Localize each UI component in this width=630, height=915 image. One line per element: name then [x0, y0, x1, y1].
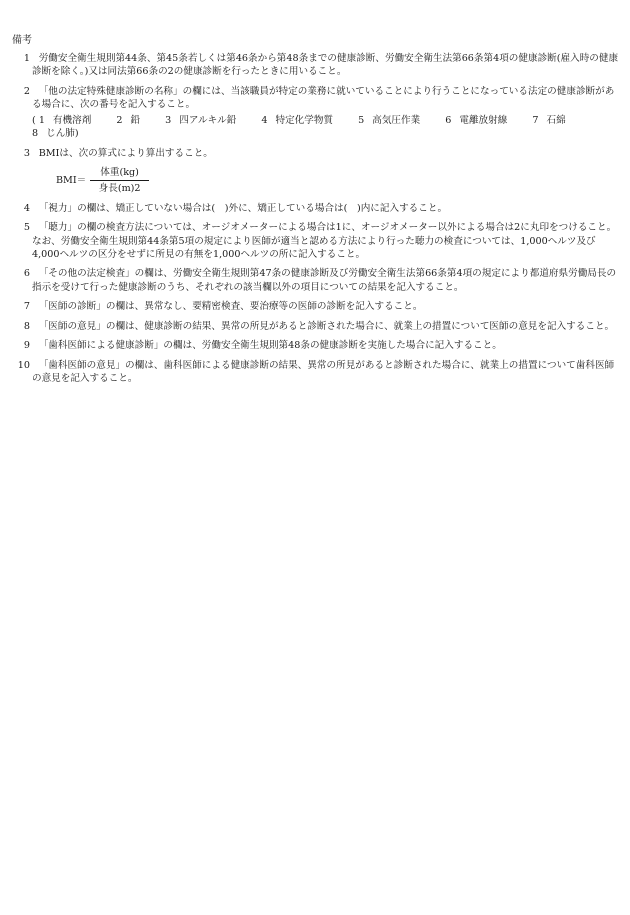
note-number: 2	[23, 85, 30, 97]
note-text: 「その他の法定検査」の欄は、労働安全衛生規則第47条の健康診断及び労働安全衛生法第66条第4項の規定により都道府県労働局長の指示を受けて行った健康診断のうち、それぞれの該当欄以外の項目についての結果を記入すること。	[32, 268, 617, 293]
remarks-heading: 備考	[12, 35, 32, 46]
special-exam-list	[14, 114, 620, 141]
special-exam-item: 2 鉛	[116, 114, 141, 126]
special-exam-item: 7 石綿	[532, 114, 566, 126]
note-3	[14, 147, 620, 196]
note-text: BMIは、次の算式により算出すること。	[38, 147, 213, 159]
note-1	[14, 52, 620, 79]
note-7	[14, 300, 620, 313]
note-number: 3	[23, 147, 30, 159]
note-number: 7	[23, 301, 30, 313]
note-text: 「歯科医師による健康診断」の欄は、労働安全衛生規則第48条の健康診断を実施した場合に記入すること。	[38, 340, 502, 352]
list-close-paren: )	[74, 128, 79, 140]
note-text: 「歯科医師の意見」の欄は、歯科医師による健康診断の結果、異常の所見があると診断された場合に、就業上の措置について歯科医師の意見を記入すること。	[32, 359, 615, 385]
note-text: 「視力」の欄は、矯正していない場合は( )外に、矯正している場合は( )内に記入すること。	[38, 202, 448, 214]
note-number: 10	[17, 359, 30, 371]
note-number: 1	[23, 53, 30, 64]
special-exam-item: 6 電離放射線	[445, 114, 508, 126]
bmi-lhs: BMI＝	[56, 175, 87, 187]
special-exam-item: 1 有機溶剤	[38, 114, 92, 126]
note-text: 「聴力」の欄の検査方法については、オージオメーターによる場合は1に、オージオメーター以外による場合は2に丸印をつけること。なお、労働安全衛生規則第44条第5項の規定により医師が適当と認める方法により行った聴力の検査については、1,000ヘルツ及び4,000ヘルツの区分をせずに所見の有無を1,000ヘルツの所に記入すること。	[32, 222, 617, 261]
special-exam-item: 3 四アルキル鉛	[165, 114, 237, 126]
note-6	[14, 267, 620, 294]
note-10	[14, 359, 620, 386]
note-number: 6	[23, 268, 30, 280]
bmi-fraction	[90, 166, 149, 196]
bmi-formula	[14, 166, 620, 196]
note-text: 「医師の意見」の欄は、健康診断の結果、異常の所見があると診断された場合に、就業上の措置について医師の意見を記入すること。	[38, 320, 615, 332]
remarks-list	[14, 52, 620, 391]
note-9	[14, 339, 620, 352]
bmi-denominator: 身長(m)2	[98, 183, 141, 195]
note-number: 4	[23, 202, 30, 214]
note-4	[14, 202, 620, 215]
special-exam-item: 4 特定化学物質	[261, 114, 334, 126]
special-exam-item: 8 じん肺)	[32, 128, 79, 140]
note-number: 9	[23, 340, 30, 352]
note-number: 5	[23, 222, 30, 234]
note-8	[14, 320, 620, 333]
note-2	[14, 85, 620, 141]
note-5	[14, 221, 620, 261]
special-exam-item: 5 高気圧作業	[358, 114, 421, 126]
note-number: 8	[23, 320, 30, 332]
note-text: 「医師の診断」の欄は、異常なし、要精密検査、要治療等の医師の診断を記入すること。	[38, 301, 423, 313]
note-text: 「他の法定特殊健康診断の名称」の欄には、当該職員が特定の業務に就いていることにより行うことになっている法定の健康診断がある場合に、次の番号を記入すること。	[32, 85, 615, 111]
bmi-numerator: 体重(kg)	[90, 166, 149, 181]
note-text: 労働安全衛生規則第44条、第45条若しくは第46条から第48条までの健康診断、労働安全衛生法第66条第4項の健康診断(雇入時の健康診断を除く。)又は同法第66条の2の健康診断を行ったときに用いること。	[32, 53, 619, 78]
list-open-paren: (	[32, 114, 36, 126]
